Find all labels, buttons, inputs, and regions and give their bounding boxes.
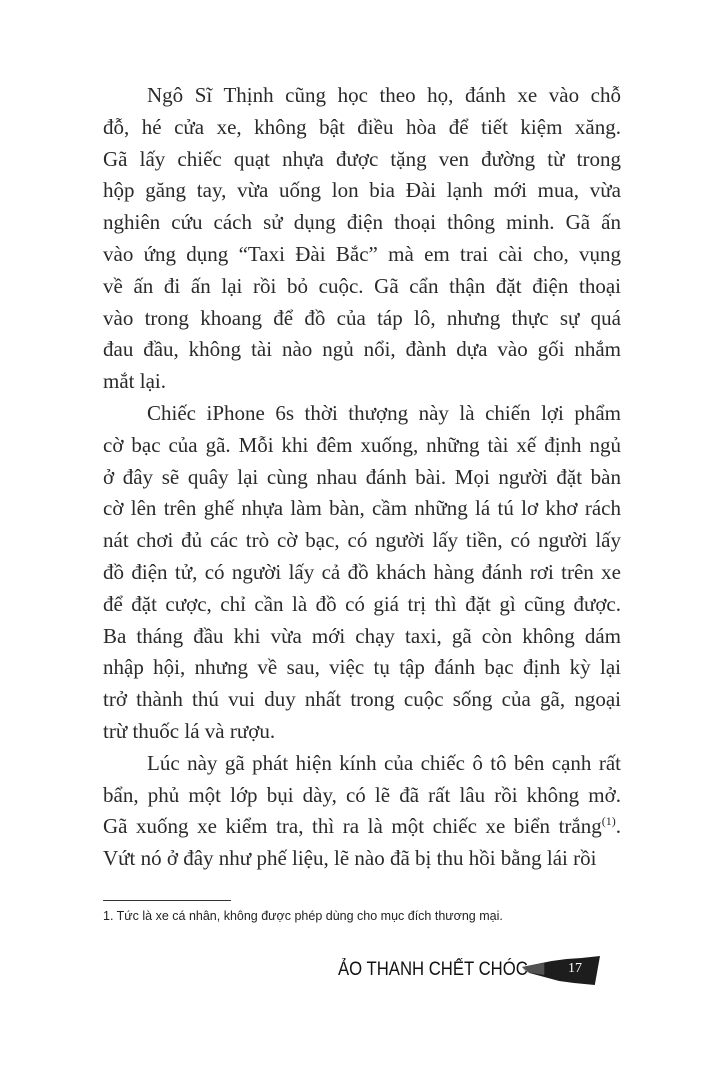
text-line — [103, 780, 621, 812]
line-text: đau đầu, không tài nào ngủ nổi, đành dựa vào gối nhắm — [103, 337, 621, 362]
text-line — [103, 716, 621, 748]
line-text: nát chơi đủ các trò cờ bạc, có người lấy tiền, có người lấy — [103, 528, 621, 553]
line-text: Ba tháng đầu khi vừa mới chạy taxi, gã còn không dám — [103, 623, 621, 648]
text-line — [103, 271, 621, 303]
text-line — [103, 684, 621, 716]
line-text: Gã xuống xe kiểm tra, thì ra là một chiếc xe biển trắng — [103, 814, 602, 839]
text-line — [103, 652, 621, 684]
period: . — [615, 814, 621, 839]
page-footer — [338, 953, 628, 993]
text-line — [103, 621, 621, 653]
text-line — [103, 207, 621, 239]
footnote: 1. Tức là xe cá nhân, không được phép dùng cho mục đích thương mại. — [103, 909, 503, 923]
text-line — [103, 843, 621, 875]
line-text: Ngô Sĩ Thịnh cũng học theo họ, đánh xe vào chỗ — [147, 83, 621, 107]
text-line — [103, 811, 621, 843]
text-line — [103, 303, 621, 335]
line-text: để đặt cược, chỉ cần là đồ có giá trị thì đặt gì cũng được. — [103, 591, 621, 616]
line-text: bẩn, phủ một lớp bụi dày, có lẽ đã rất lâu rồi không mở. — [103, 782, 621, 807]
line-text: nhập hội, nhưng về sau, việc tụ tập đánh bạc định kỳ lại — [103, 655, 621, 680]
line-text: cờ lên trên ghế nhựa làm bàn, cầm những lá tú lơ khơ rách — [103, 496, 621, 521]
line-text: Lúc này gã phát hiện kính của chiếc ô tô bên cạnh rất — [147, 750, 621, 775]
text-line — [103, 175, 621, 207]
text-line — [103, 366, 621, 398]
line-text: vào trong khoang để đồ của táp lô, nhưng thực sự quá — [103, 305, 621, 330]
line-text: Gã lấy chiếc quạt nhựa được tặng ven đường từ trong — [103, 146, 621, 171]
running-book-title: ẢO THANH CHẾT CHÓC — [338, 959, 528, 980]
line-text: nghiên cứu cách sử dụng điện thoại thông minh. Gã ấn — [103, 210, 621, 235]
line-text: ở đây sẽ quây lại cùng nhau đánh bài. Mọi người đặt bàn — [103, 464, 621, 489]
line-text: trừ thuốc lá và rượu. — [103, 718, 276, 743]
text-line — [103, 398, 621, 430]
footnote-reference: (1) — [601, 814, 616, 829]
footnote-divider — [103, 900, 231, 901]
line-text: cờ bạc của gã. Mỗi khi đêm xuống, những tài xế định ngủ — [103, 432, 621, 457]
line-text: đỗ, hé cửa xe, không bật điều hòa để tiết kiệm xăng. — [103, 114, 621, 139]
body-text — [103, 80, 621, 875]
text-line — [103, 144, 621, 176]
line-text: Vứt nó ở đây như phế liệu, lẽ nào đã bị thu hồi bằng lái rồi — [103, 846, 597, 871]
line-text: trở thành thú vui duy nhất trong cuộc sống của gã, ngoại — [103, 687, 621, 712]
line-text: mắt lại. — [103, 369, 166, 394]
text-line — [103, 557, 621, 589]
line-text: vào ứng dụng “Taxi Đài Bắc” mà em trai cài cho, vụng — [103, 241, 621, 266]
text-line — [103, 525, 621, 557]
text-line — [103, 80, 621, 112]
line-text: hộp găng tay, vừa uống lon bia Đài lạnh mới mua, vừa — [103, 178, 621, 203]
line-text: Chiếc iPhone 6s thời thượng này là chiến lợi phẩm — [147, 400, 621, 425]
brush-stroke-decoration — [522, 955, 600, 987]
text-line — [103, 748, 621, 780]
text-line — [103, 430, 621, 462]
text-line — [103, 239, 621, 271]
text-line — [103, 334, 621, 366]
text-line — [103, 462, 621, 494]
page-number: 17 — [568, 961, 582, 976]
line-text: về ấn đi ấn lại rồi bỏ cuộc. Gã cẩn thận đặt điện thoại — [103, 273, 621, 298]
text-line — [103, 112, 621, 144]
text-line — [103, 493, 621, 525]
line-text: đồ điện tử, có người lấy cả đồ khách hàng đánh rơi trên xe — [103, 559, 621, 584]
text-line — [103, 589, 621, 621]
